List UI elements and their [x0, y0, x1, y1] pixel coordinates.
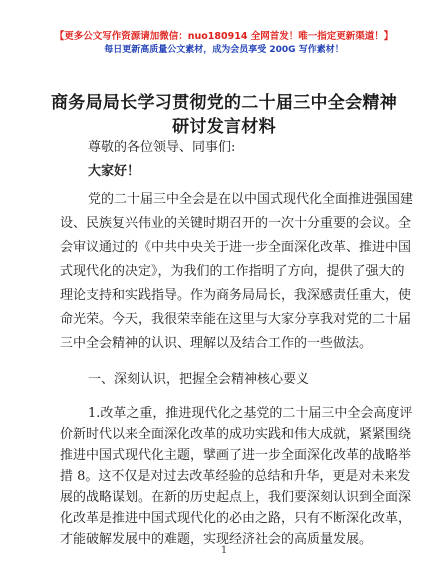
paragraph-1-line: 会审议通过的《中共中央关于进一步全面深化改革、推进中国 — [60, 240, 412, 255]
paragraph-2-line: 才能破解发展中的难题，实现经济社会的高质量发展。 — [60, 532, 373, 547]
document-title-line-2: 研讨发言材料 — [172, 117, 276, 137]
promo-banner-line-1: 【更多公文写作资源请加微信：nuo180914 全网首发！唯一指定更新渠道！】 — [54, 31, 394, 42]
document-title-line-1: 商务局局长学习贯彻党的二十届三中全会精神 — [51, 93, 397, 113]
paragraph-2-line: 价新时代以来全面深化改革的成功实践和伟大成就，紧紧围绕 — [60, 427, 412, 442]
promo-banner-line-2: 每日更新高质量公文素材，成为会员享受 200G 写作素材！ — [104, 45, 344, 55]
paragraph-1-line: 党的二十届三中全会是在以中国式现代化全面推进强国建 — [88, 192, 414, 207]
paragraph-1-line: 理论支持和实践指导。作为商务局局长，我深感责任重大，使 — [60, 288, 412, 303]
salutation: 尊敬的各位领导、同事们: — [88, 140, 236, 155]
paragraph-1-line: 式现代化的决定》，为我们的工作指明了方向，提供了强大的 — [60, 264, 405, 279]
page-number: 1 — [220, 545, 228, 556]
paragraph-1-line: 命光荣。今天，我很荣幸能在这里与大家分享我对党的二十届 — [60, 312, 412, 327]
paragraph-2-line: 推进中国式现代化主题，擘画了进一步全面深化改革的战略举 — [60, 448, 412, 463]
greeting: 大家好！ — [88, 164, 141, 179]
section-1-heading: 一、深刻认识，把握全会精神核心要义 — [88, 372, 310, 387]
paragraph-2-line: 化改革是推进中国式现代化的必由之路，只有不断深化改革， — [60, 511, 412, 526]
paragraph-2-line: 展的战略谋划。在新的历史起点上，我们要深刻认识到全面深 — [60, 490, 412, 505]
paragraph-2-line: 措 8。这不仅是对过去改革经验的总结和升华，更是对未来发 — [60, 469, 411, 484]
paragraph-1-line: 三中全会精神的认识、理解以及结合工作的一些做法。 — [60, 336, 373, 351]
paragraph-2-line: 1.改革之重，推进现代化之基党的二十届三中全会高度评 — [88, 406, 413, 421]
paragraph-1-line: 设、民族复兴伟业的关键时期召开的一次十分重要的会议。全 — [60, 216, 412, 231]
